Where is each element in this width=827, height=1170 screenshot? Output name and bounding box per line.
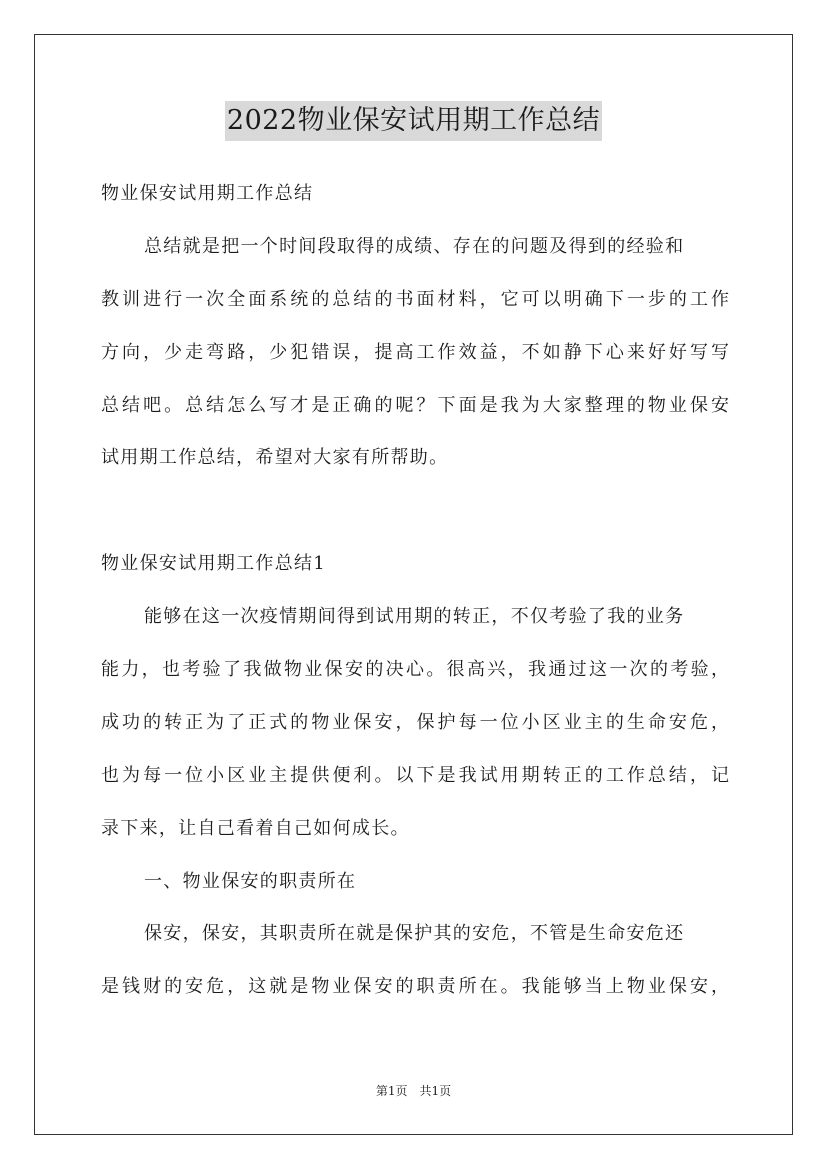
paragraph-line: 是钱财的安危，这就是物业保安的职责所在。我能够当上物业保安， xyxy=(101,976,729,998)
paragraph-line: 保安，保安，其职责所在就是保护其的安危，不管是生命安危还 xyxy=(144,923,685,945)
subsection-heading: 一、物业保安的职责所在 xyxy=(144,870,357,892)
paragraph-line: 教训进行一次全面系统的总结的书面材料，它可以明确下一步的工作 xyxy=(101,288,729,310)
section-heading: 物业保安试用期工作总结1 xyxy=(101,553,327,575)
paragraph-line: 总结就是把一个时间段取得的成绩、存在的问题及得到的经验和 xyxy=(144,235,685,257)
page-footer: 第1页 共1页 xyxy=(375,1084,452,1098)
paragraph-line: 能力，也考验了我做物业保安的决心。很高兴，我通过这一次的考验， xyxy=(101,659,729,681)
paragraph-line: 方向，少走弯路，少犯错误，提高工作效益，不如静下心来好好写写 xyxy=(101,341,729,363)
paragraph-line: 总结吧。总结怎么写才是正确的呢？下面是我为大家整理的物业保安 xyxy=(101,394,729,416)
paragraph-line: 试用期工作总结，希望对大家有所帮助。 xyxy=(101,447,449,469)
paragraph-line: 能够在这一次疫情期间得到试用期的转正，不仅考验了我的业务 xyxy=(144,606,685,628)
document-subtitle: 物业保安试用期工作总结 xyxy=(101,183,314,204)
document-title xyxy=(0,101,827,141)
paragraph-line: 也为每一位小区业主提供便利。以下是我试用期转正的工作总结，记 xyxy=(101,764,729,786)
document-body xyxy=(101,172,729,1018)
paragraph-line: 成功的转正为了正式的物业保安，保护每一位小区业主的生命安危， xyxy=(101,711,729,733)
blank-line xyxy=(101,489,729,542)
document-title-text: 2022物业保安试用期工作总结 xyxy=(225,101,602,141)
paragraph-line: 录下来，让自己看着自己如何成长。 xyxy=(101,817,410,839)
